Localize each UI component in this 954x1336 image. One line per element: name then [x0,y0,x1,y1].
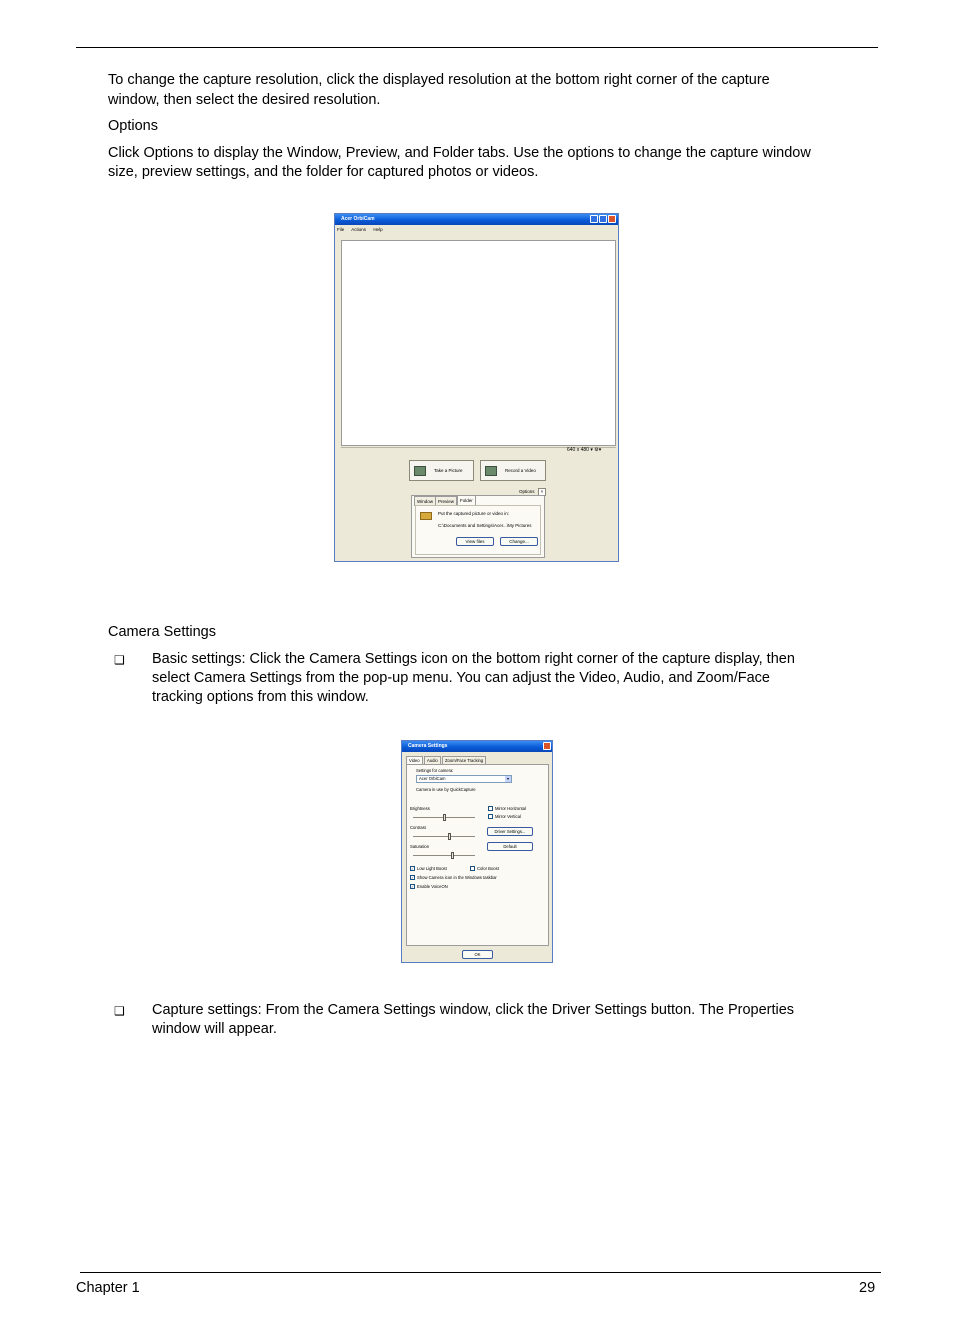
enable-voiceon-label: Enable VoiceON [417,884,448,889]
options-panel [411,495,545,558]
menu-help: Help [373,227,383,232]
options-paragraph-line1: Click Options to display the Window, Preview, and Folder tabs. Use the options to change the capture window [108,145,811,161]
minimize-icon [590,215,598,223]
orbicam-title: Acer OrbiCam [341,216,375,222]
video-tab-panel [406,764,549,946]
tab-audio: Audio [424,756,441,765]
camera-settings-titlebar [402,741,552,752]
saturation-slider-thumb [451,852,454,859]
record-video-button [480,460,546,481]
camera-select [416,775,512,783]
folder-icon [420,512,432,520]
contrast-label: Contrast [410,825,426,830]
header-rule [76,47,878,48]
footer-page-number: 29 [859,1280,876,1296]
resolution-paragraph-line1: To change the capture resolution, click the displayed resolution at the bottom right corner of the capture [108,72,770,88]
options-heading: Options [108,118,158,134]
options-label: Options [519,489,535,494]
folder-description: Put the captured picture or video in: [438,511,510,516]
resolution-selector: 640 x 480 ▾ ⚙▾ [567,447,602,453]
close-icon [543,742,551,750]
orbicam-window-screenshot [334,213,619,562]
change-folder-button: Change... [500,537,538,546]
take-picture-button [409,460,474,481]
chevron-down-icon: ▾ [506,776,509,781]
camera-settings-window-screenshot [401,740,553,963]
menu-actions: Actions [351,227,367,232]
show-camera-icon-label: Show Camera icon in the Windows taskbar [417,875,497,880]
enable-voiceon-checkbox: ✓ [411,884,415,889]
camera-select-value: Acer OrbiCam [419,776,446,781]
options-paragraph-line2: size, preview settings, and the folder for captured photos or videos. [108,164,539,180]
ok-button: OK [462,950,493,959]
options-close-icon: × [538,488,546,496]
saturation-slider [413,855,475,856]
tab-zoom-face-tracking: Zoom/Face Tracking [442,756,486,765]
mirror-horizontal-checkbox [488,806,493,811]
brightness-label: Brightness [410,806,430,811]
tab-folder: Folder [457,495,476,506]
view-files-button: View files [456,537,494,546]
maximize-icon [599,215,607,223]
mirror-horizontal-label: Mirror Horizontal [495,806,526,811]
tab-preview: Preview [435,496,457,506]
resolution-paragraph-line2: window, then select the desired resolution. [108,92,381,108]
basic-settings-line1: Basic settings: Click the Camera Settings icon on the bottom right corner of the capture display, then [152,651,795,667]
close-icon [608,215,616,223]
camera-settings-title: Camera Settings [408,743,448,749]
video-camera-icon [485,466,497,476]
basic-settings-line3: tracking options from this window. [152,689,369,705]
settings-for-label: Settings for camera: [416,768,454,773]
basic-settings-line2: select Camera Settings from the pop-up menu. You can adjust the Video, Audio, and Zoom/Face [152,670,770,686]
menu-file: File [337,227,345,232]
bullet-icon: ❑ [114,1004,125,1018]
capture-settings-line1: Capture settings: From the Camera Settings window, click the Driver Settings button. The Properties [152,1002,795,1018]
low-light-boost-checkbox: ✓ [411,866,415,871]
orbicam-menubar [337,226,389,234]
camera-settings-heading: Camera Settings [108,624,216,640]
saturation-label: Saturation [410,844,430,849]
tab-video: Video [406,756,423,765]
footer-rule [80,1272,881,1273]
capture-preview-area [341,240,616,446]
bullet-icon: ❑ [114,653,125,667]
mirror-vertical-label: Mirror Vertical [495,814,521,819]
low-light-boost-label: Low Light Boost [417,866,447,871]
footer-chapter: Chapter 1 [76,1280,140,1296]
tab-window: Window [414,496,436,506]
color-boost-checkbox [470,866,475,871]
folder-path: C:\Documents and Settings\Acer...\My Pictures [438,523,532,528]
folder-tab-content [415,505,541,555]
take-picture-label: Take a Picture [434,468,463,473]
driver-settings-button: Driver Settings... [487,827,533,836]
contrast-slider [413,836,475,837]
capture-settings-line2: window will appear. [152,1021,277,1037]
camera-in-use-label: Camera in use by QuickCapture [416,787,476,792]
default-button: Default [487,842,533,851]
mirror-vertical-checkbox [488,814,493,819]
brightness-slider-thumb [443,814,446,821]
color-boost-label: Color Boost [477,866,499,871]
camera-icon [414,466,426,476]
contrast-slider-thumb [448,833,451,840]
orbicam-titlebar [335,214,618,225]
show-camera-icon-checkbox: ✓ [411,875,415,880]
record-video-label: Record a Video [505,468,536,473]
